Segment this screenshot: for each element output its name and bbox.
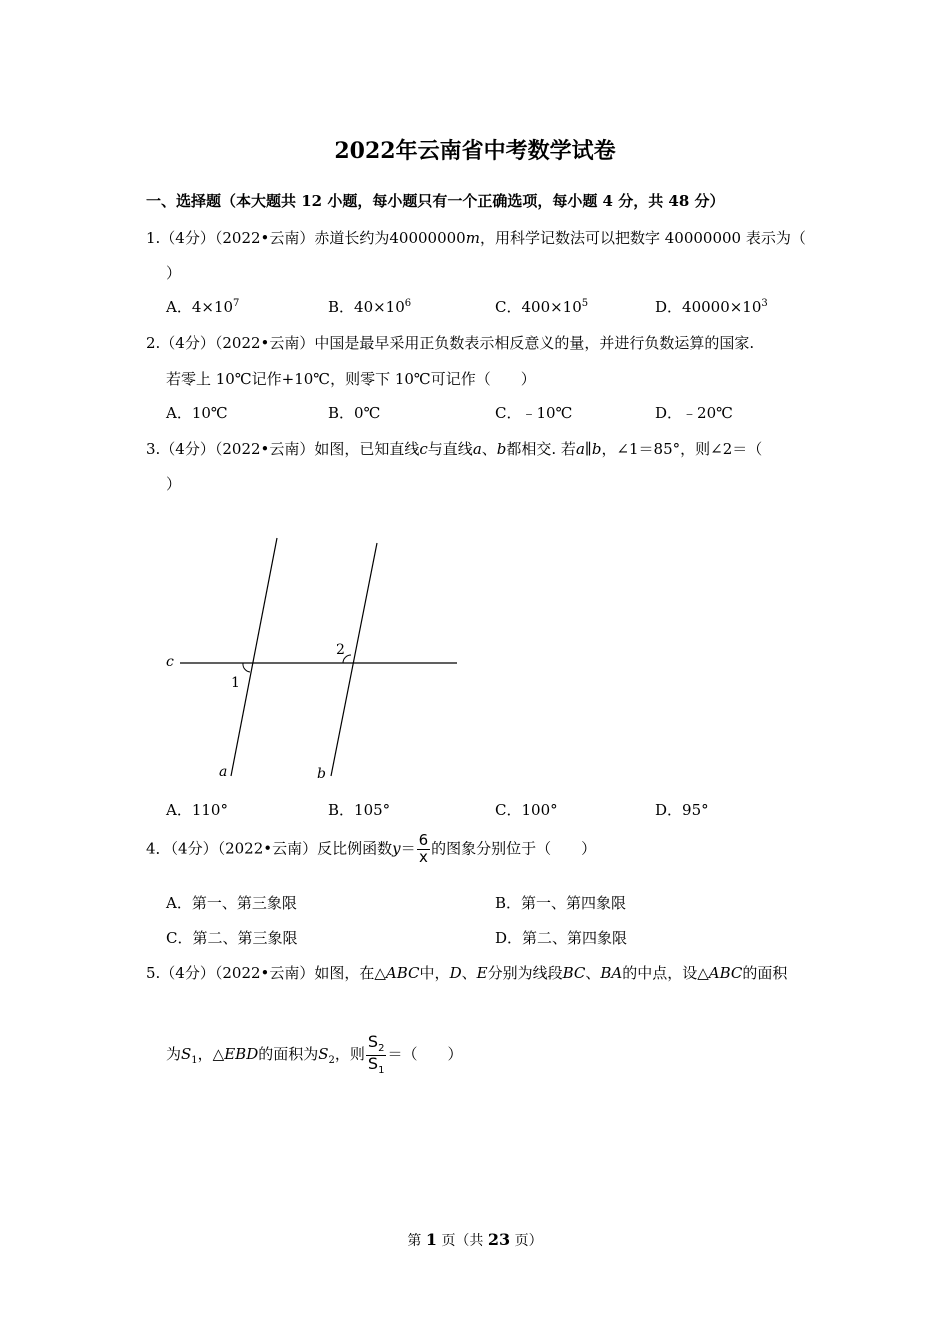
question-2-text-cont: 若零上 10℃记作+10℃，则零下 10℃可记作（ ） xyxy=(166,370,536,388)
q3-option-b[interactable]: B．105° xyxy=(328,801,391,819)
label-angle-1: 1 xyxy=(231,675,240,691)
question-5-text-cont: 为$S_1$，△EBD的面积为$S_2$，则 $\frac{S_2}{S_1}$ ＝（ ） xyxy=(166,1032,463,1076)
question-3-text-cont: ） xyxy=(166,475,182,493)
section-heading: 一、选择题（本大题共 12 小题，每小题只有一个正确选项，每小题 4 分，共 48 分） xyxy=(146,192,725,210)
q3-option-a[interactable]: A．110° xyxy=(166,801,228,819)
q1-option-b[interactable]: B．$40\times 10^6$ xyxy=(328,298,412,316)
q1-option-c[interactable]: C．$400\times 10^5$ xyxy=(495,298,589,316)
q4-option-a[interactable]: A．第一、第三象限 xyxy=(166,894,297,912)
parallel-lines-figure xyxy=(150,530,470,790)
q3-option-c[interactable]: C．100° xyxy=(495,801,558,819)
fraction-6-over-x: $\frac{6}{x}$ xyxy=(418,831,429,866)
q2-option-c[interactable]: C．﹣10℃ xyxy=(495,404,573,422)
question-4-text: 4．（4分）（2022•云南）反比例函数y＝ $\frac{6}{x}$ 的图象分别位于（ ） xyxy=(146,831,597,866)
q1-option-a[interactable]: A．$4\times 10^7$ xyxy=(166,298,240,316)
q2-option-b[interactable]: B．0℃ xyxy=(328,404,381,422)
label-angle-2: 2 xyxy=(336,642,345,658)
label-c: c xyxy=(166,654,174,670)
line-b xyxy=(331,543,377,776)
q2-option-a[interactable]: A．10℃ xyxy=(166,404,228,422)
question-2-text: 2.（4分）（2022•云南）中国是最早采用正负数表示相反意义的量，并进行负数运算的国家. xyxy=(146,334,755,352)
q4-option-b[interactable]: B．第一、第四象限 xyxy=(495,894,627,912)
question-3-text: 3.（4分）（2022•云南）如图，已知直线c与直线a、b都相交. 若a∥b，∠1＝85°，则∠2＝（ xyxy=(146,440,763,458)
angle-1-arc xyxy=(243,663,250,672)
q4-option-c[interactable]: C．第二、第三象限 xyxy=(166,929,298,947)
page-title: 2022年云南省中考数学试卷 xyxy=(334,138,616,164)
line-a xyxy=(231,538,277,776)
q3-option-d[interactable]: D．95° xyxy=(655,801,709,819)
q2-option-d[interactable]: D．﹣20℃ xyxy=(655,404,733,422)
label-b: b xyxy=(317,766,326,782)
fraction-s2-over-s1: $\frac{S_2}{S_1}$ xyxy=(367,1032,385,1076)
label-a: a xyxy=(219,764,228,780)
question-1-text: 1.（4分）（2022•云南）赤道长约为40000000m，用科学记数法可以把数字 40000000 表示为（ xyxy=(146,229,806,247)
question-1-text-cont: ） xyxy=(166,264,182,282)
q1-option-d[interactable]: D．$40000\times 10^3$ xyxy=(655,298,768,316)
page-footer: 第 1 页（共 23 页） xyxy=(407,1230,543,1249)
question-5-text: 5.（4分）（2022•云南）如图，在△ABC中，D、E分别为线段BC、BA的中点，设△ABC的面积 xyxy=(146,964,788,982)
q4-option-d[interactable]: D．第二、第四象限 xyxy=(495,929,628,947)
